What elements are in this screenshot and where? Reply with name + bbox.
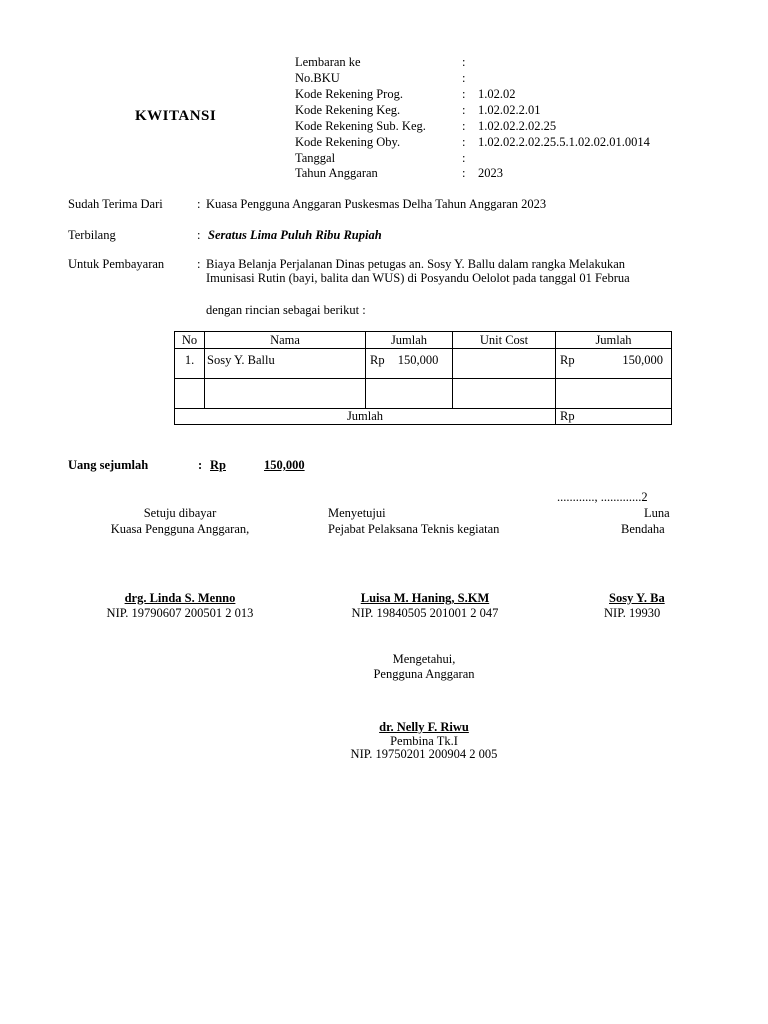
table-header: Jumlah (366, 332, 453, 349)
uang-sejumlah-amount (206, 458, 305, 473)
meta-colon: : (462, 87, 466, 101)
document-title: KWITANSI (135, 108, 217, 124)
signature-1-name: drg. Linda S. Menno (124, 591, 236, 605)
uang-sejumlah-colon: : (198, 458, 203, 472)
mengetahui-name: dr. Nelly F. Riwu (379, 720, 469, 734)
table-cell-jumlah-total (556, 379, 672, 409)
meta-value: 1.02.02.2.02.25 (478, 119, 557, 133)
table-cell-unit-cost (453, 349, 556, 379)
meta-label: Kode Rekening Sub. Keg. (295, 119, 426, 133)
amount-value: 150,000 (622, 353, 663, 367)
table-cell-no (175, 379, 205, 409)
sudah-terima-value: Kuasa Pengguna Anggaran Puskesmas Delha Tahun Anggaran 2023 (206, 197, 547, 211)
table-cell-jumlah (366, 349, 453, 379)
meta-value: 2023 (478, 166, 503, 180)
signature-3-name: Sosy Y. Ba (609, 591, 665, 605)
signature-2-line2: Pejabat Pelaksana Teknis kegiatan (328, 522, 500, 536)
mengetahui-line2: Pengguna Anggaran (373, 667, 475, 681)
rincian-intro: dengan rincian sebagai berikut : (206, 303, 366, 317)
sudah-terima-colon: : (197, 197, 201, 211)
signature-1-nip: NIP. 19790607 200501 2 013 (106, 606, 254, 620)
meta-value: 1.02.02.2.02.25.5.1.02.02.01.0014 (478, 135, 650, 149)
meta-colon: : (462, 119, 466, 133)
rincian-table (174, 331, 672, 425)
table-header: No (175, 332, 205, 349)
currency-label: Rp (560, 353, 575, 367)
table-total-rp: Rp (556, 409, 672, 425)
signature-3-clip (560, 500, 671, 630)
table-header: Unit Cost (453, 332, 556, 349)
meta-row (0, 71, 768, 86)
meta-label: Kode Rekening Prog. (295, 87, 403, 101)
meta-colon: : (462, 71, 466, 85)
terbilang-label: Terbilang (68, 228, 116, 242)
mengetahui-line1: Mengetahui, (392, 652, 456, 666)
amount-value: 150,000 (397, 353, 439, 367)
terbilang-colon: : (197, 228, 201, 242)
meta-row (0, 87, 768, 102)
table-cell-nama: Sosy Y. Ballu (205, 349, 366, 379)
table-cell-no: 1. (175, 349, 205, 379)
meta-row (0, 151, 768, 166)
table-total-label: Jumlah (175, 409, 556, 425)
table-total-row (175, 409, 672, 425)
currency-label: Rp (210, 458, 226, 472)
mengetahui-rank: Pembina Tk.I (390, 734, 458, 748)
meta-colon: : (462, 135, 466, 149)
signature-2-nip: NIP. 19840505 201001 2 047 (351, 606, 499, 620)
meta-value: 1.02.02 (478, 87, 516, 101)
currency-label: Rp (370, 353, 385, 367)
amount-value: 150,000 (263, 458, 305, 472)
table-cell-nama (205, 379, 366, 409)
untuk-pembayaran-label: Untuk Pembayaran (68, 257, 165, 271)
signature-1-line2: Kuasa Pengguna Anggaran, (110, 522, 250, 536)
meta-row (0, 55, 768, 70)
meta-colon: : (462, 166, 466, 180)
meta-label: No.BKU (295, 71, 340, 85)
untuk-pembayaran-colon: : (197, 257, 201, 271)
signature-3-nip: NIP. 19930 (604, 606, 661, 620)
table-cell-jumlah-total (556, 349, 672, 379)
table-row (175, 349, 672, 379)
mengetahui-nip: NIP. 19750201 200904 2 005 (350, 747, 498, 761)
meta-colon: : (462, 55, 466, 69)
signature-2-line1: Menyetujui (328, 506, 386, 520)
signature-3-line2: Bendaha (621, 522, 665, 536)
meta-label: Tanggal (295, 151, 336, 165)
sudah-terima-label: Sudah Terima Dari (68, 197, 163, 211)
meta-colon: : (462, 151, 466, 165)
meta-row (0, 166, 768, 181)
untuk-pembayaran-line2: Imunisasi Rutin (bayi, balita dan WUS) di Posyandu Oelolot pada tanggal 01 Februa (206, 271, 630, 285)
table-cell-unit-cost (453, 379, 556, 409)
table-cell-jumlah (366, 379, 453, 409)
meta-value: 1.02.02.2.01 (478, 103, 541, 117)
table-header: Nama (205, 332, 366, 349)
signature-1-line1: Setuju dibayar (143, 506, 217, 520)
meta-row (0, 135, 768, 150)
signature-3-line1: Luna (644, 506, 670, 520)
meta-row (0, 103, 768, 118)
meta-label: Tahun Anggaran (295, 166, 378, 180)
meta-colon: : (462, 103, 466, 117)
terbilang-value: Seratus Lima Puluh Ribu Rupiah (208, 228, 382, 242)
table-row (175, 379, 672, 409)
meta-label: Lembaran ke (295, 55, 361, 69)
table-header-row (175, 332, 672, 349)
meta-label: Kode Rekening Oby. (295, 135, 401, 149)
untuk-pembayaran-line1: Biaya Belanja Perjalanan Dinas petugas an. Sosy Y. Ballu dalam rangka Melakukan (206, 257, 625, 271)
uang-sejumlah-label: Uang sejumlah (68, 458, 149, 472)
table-header: Jumlah (556, 332, 672, 349)
signature-2-name: Luisa M. Haning, S.KM (360, 591, 490, 605)
meta-row (0, 119, 768, 134)
meta-label: Kode Rekening Keg. (295, 103, 401, 117)
place-date: ............, .............2 (557, 490, 648, 504)
